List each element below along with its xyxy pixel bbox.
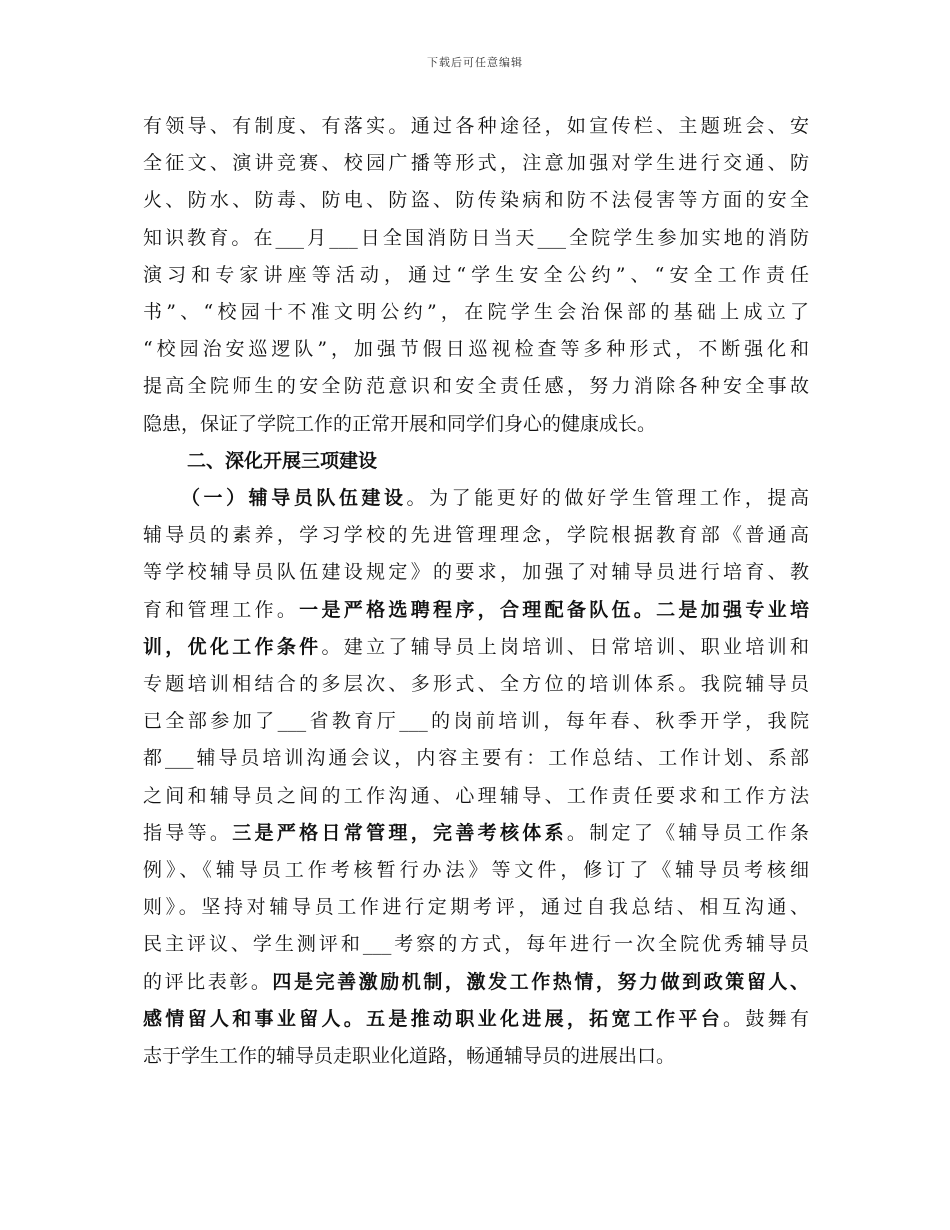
text-line xyxy=(143,740,809,777)
body-text: 之间和辅导员之间的工作沟通、心理辅导、工作责任要求和工作方法 xyxy=(143,784,809,807)
body-text: 有领导、有制度、有落实。通过各种途径，如宣传栏、主题班会、安 xyxy=(143,115,809,137)
bold-text: （一）辅导员队伍建设 xyxy=(181,487,407,509)
text-line xyxy=(143,108,809,145)
bold-text: 训，优化工作条件 xyxy=(143,635,322,658)
bold-text: 感情留人和事业留人。五是推动职业化进展，拓宽工作平台 xyxy=(143,1007,724,1030)
text-line xyxy=(143,964,809,1001)
body-text: 。建立了辅导员上岗培训、日常培训、职业培训和 xyxy=(321,635,809,658)
body-text: 则》。坚持对辅导员工作进行定期考评，通过自我总结、相互沟通、 xyxy=(143,896,809,919)
text-line xyxy=(143,220,809,257)
bold-text: 四是完善激励机制，激发工作热情，努力做到政策留人、 xyxy=(272,970,809,993)
text-line xyxy=(143,331,809,368)
text-line xyxy=(143,1001,809,1038)
body-text: 例》、《辅导员工作考核暂行办法》等文件，修订了《辅导员考核细 xyxy=(143,859,809,881)
body-text: 全征文、演讲竞赛、校园广播等形式，注意加强对学生进行交通、防 xyxy=(143,152,809,175)
text-line xyxy=(143,592,809,629)
body-text: 等学校辅导员队伍建设规定》的要求，加强了对辅导员进行培育、教 xyxy=(143,561,809,584)
text-line xyxy=(143,926,809,963)
bold-text: 二、深化开展三项建设 xyxy=(187,449,378,472)
text-line xyxy=(143,778,809,815)
text-line xyxy=(181,480,809,517)
body-text: 专题培训相结合的多层次、多形式、全方位的培训体系。我院辅导员 xyxy=(143,673,809,695)
body-text: 。制定了《辅导员工作条 xyxy=(566,821,809,844)
text-line xyxy=(143,666,809,703)
body-text: 志于学生工作的辅导员走职业化道路，畅通辅导员的进展出口。 xyxy=(143,1045,676,1067)
body-text: 隐患，保证了学院工作的正常开展和同学们身心的健康成长。 xyxy=(143,412,657,435)
text-line xyxy=(143,629,809,666)
body-text: 育和管理工作。 xyxy=(143,598,300,621)
text-line xyxy=(143,554,809,591)
body-text: 已全部参加了___省教育厅___的岗前培训，每年春、秋季开学，我院 xyxy=(143,710,809,733)
text-line xyxy=(143,182,809,219)
body-text: 的评比表彰。 xyxy=(143,970,273,993)
body-text: 演习和专家讲座等活动，通过“学生安全公约”、“安全工作责任 xyxy=(143,263,809,286)
body-text: 提高全院师生的安全防范意识和安全责任感，努力消除各种安全事故 xyxy=(143,375,809,398)
text-line xyxy=(143,294,809,331)
body-text: 。鼓舞有 xyxy=(723,1007,809,1030)
text-line xyxy=(143,703,809,740)
page-header: 下载后可任意编辑 xyxy=(427,56,523,69)
body-text: 指导等。 xyxy=(143,821,233,844)
text-line xyxy=(143,517,809,554)
bold-text: 一是严格选聘程序，合理配备队伍。二是加强专业培 xyxy=(299,598,809,621)
text-line xyxy=(143,145,809,182)
text-line xyxy=(143,852,809,889)
body-text: 都___辅导员培训沟通会议，内容主要有：工作总结、工作计划、系部 xyxy=(143,747,809,770)
text-line xyxy=(143,368,809,405)
text-line xyxy=(143,406,656,443)
section-heading xyxy=(187,443,377,480)
body-text: 民主评议、学生测评和___考察的方式，每年进行一次全院优秀辅导员 xyxy=(143,933,809,956)
body-text: 。为了能更好的做好学生管理工作，提高 xyxy=(406,487,809,509)
body-text: 火、防水、防毒、防电、防盗、防传染病和防不法侵害等方面的安全 xyxy=(143,189,809,212)
body-text: “校园治安巡逻队”，加强节假日巡视检查等多种形式，不断强化和 xyxy=(143,338,809,361)
body-text: 知识教育。在___月___日全国消防日当天___全院学生参加实地的消防 xyxy=(143,226,809,249)
bold-text: 三是严格日常管理，完善考核体系 xyxy=(232,821,567,844)
text-line xyxy=(143,815,809,852)
text-line xyxy=(143,257,809,294)
text-line xyxy=(143,1038,675,1075)
body-text: 书”、“校园十不准文明公约”，在院学生会治保部的基础上成立了 xyxy=(143,301,809,323)
body-text: 辅导员的素养，学习学校的先进管理理念，学院根据教育部《普通高 xyxy=(143,524,809,547)
text-line xyxy=(143,889,809,926)
